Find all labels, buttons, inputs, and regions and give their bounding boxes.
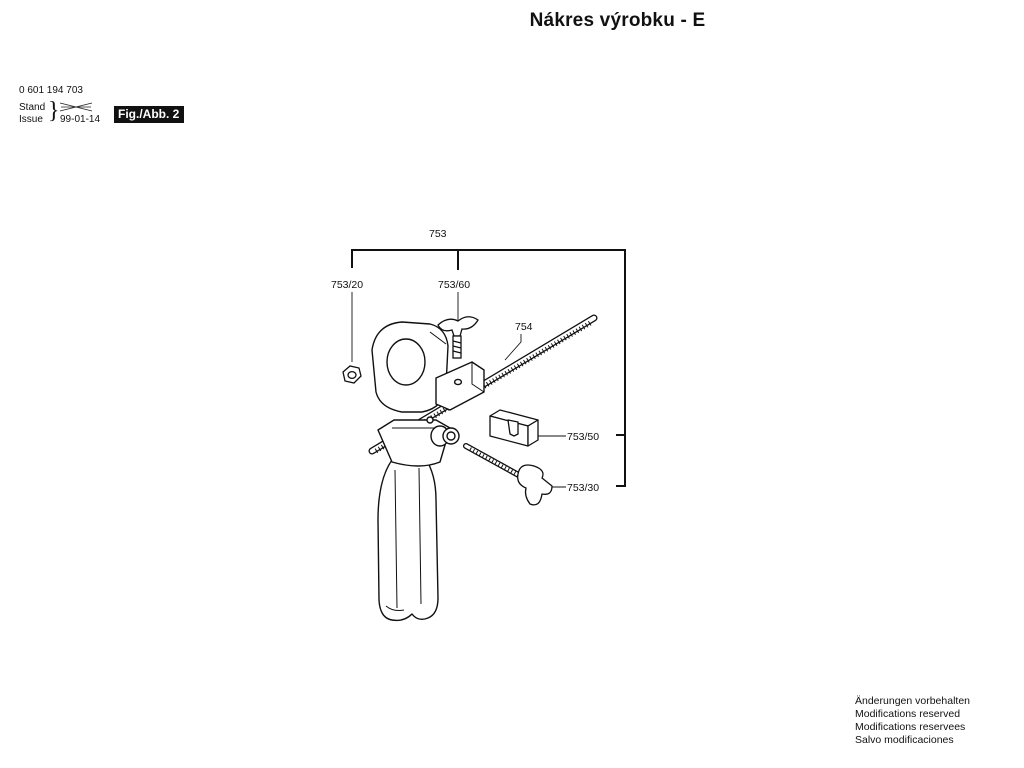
page-title: Nákres výrobku - E <box>529 10 706 31</box>
issue-label: Issue <box>19 114 43 125</box>
callout-753-50: 753/50 <box>567 431 600 443</box>
auxiliary-handle-body <box>372 322 484 620</box>
notice-line-spanish: Salvo modificaciones <box>855 734 954 746</box>
stand-label: Stand <box>19 102 46 113</box>
sliding-block-part <box>490 410 538 446</box>
callout-753-60: 753/60 <box>438 279 471 291</box>
callout-754: 754 <box>515 321 533 333</box>
modifications-notice <box>855 695 970 747</box>
callout-753: 753 <box>429 228 447 240</box>
hex-nut-part <box>343 366 361 383</box>
brace-symbol: } <box>48 98 60 124</box>
wing-bolt-part <box>466 446 552 505</box>
issue-date: 99-01-14 <box>60 114 101 125</box>
notice-line-english: Modifications reserved <box>855 708 961 720</box>
notice-line-german: Änderungen vorbehalten <box>855 695 971 707</box>
figure-badge: Fig./Abb. 2 <box>114 106 184 123</box>
notice-line-french: Modifications reservees <box>855 721 966 733</box>
callout-753-30: 753/30 <box>567 482 600 494</box>
part-number: 0 601 194 703 <box>19 85 83 96</box>
callout-753-20: 753/20 <box>331 279 364 291</box>
